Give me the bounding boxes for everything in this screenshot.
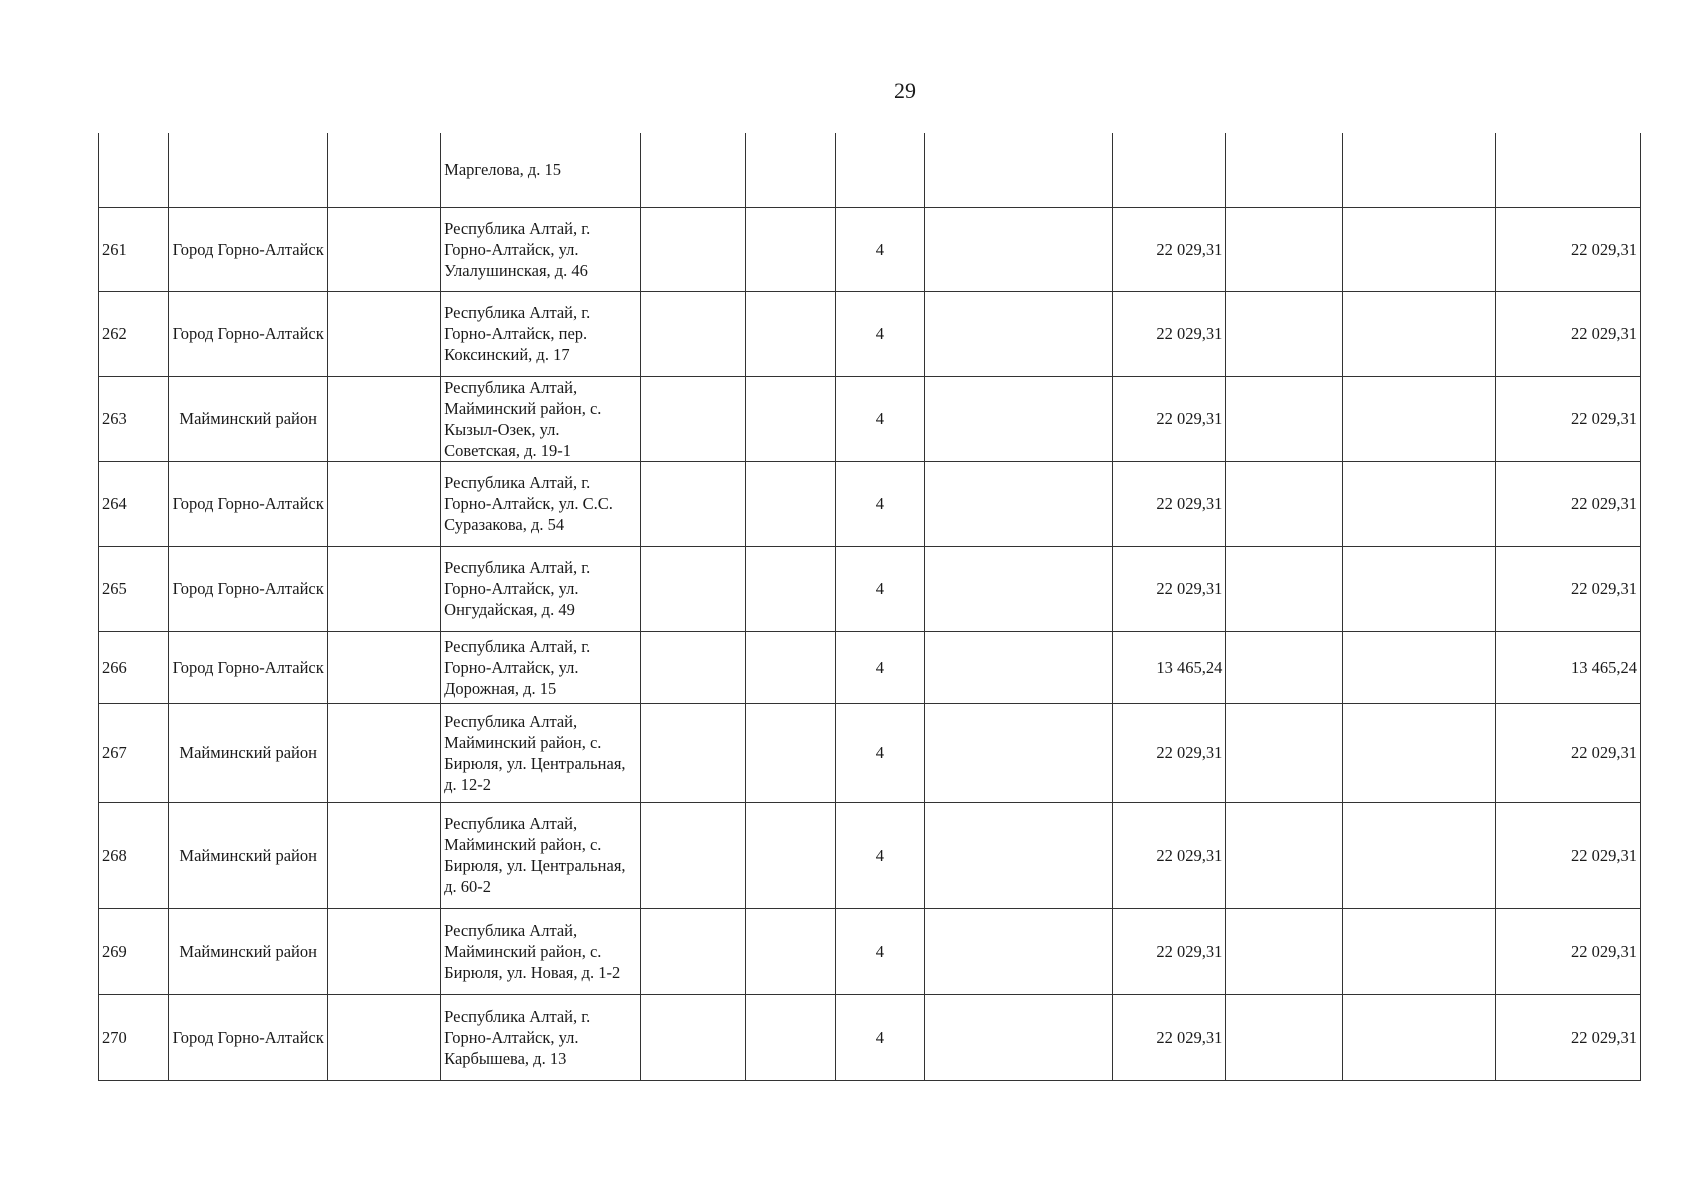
cell-municipality: Город Горно-Алтайск [169, 207, 328, 291]
cell-empty [924, 908, 1113, 994]
cell-address: Республика Алтай, Майминский район, с. Кызыл-Озек, ул. Советская, д. 19-1 [441, 376, 641, 461]
cell-total: 22 029,31 [1496, 908, 1641, 994]
cell-empty [746, 376, 836, 461]
cell-qty: 4 [835, 291, 924, 376]
cell-num: 268 [99, 802, 169, 908]
cell-empty [746, 802, 836, 908]
cell-qty: 4 [835, 994, 924, 1080]
cell-amount: 13 465,24 [1113, 631, 1226, 703]
cell-num: 266 [99, 631, 169, 703]
cell-total: 22 029,31 [1496, 546, 1641, 631]
cell-address: Республика Алтай, г. Горно-Алтайск, ул. Онгудайская, д. 49 [441, 546, 641, 631]
cell-empty [640, 461, 745, 546]
cell-address: Республика Алтай, Майминский район, с. Бирюля, ул. Центральная, д. 12-2 [441, 703, 641, 802]
cell-empty [640, 291, 745, 376]
cell-empty [1342, 207, 1496, 291]
cell-num [99, 133, 169, 207]
cell-empty [640, 133, 745, 207]
cell-empty [640, 703, 745, 802]
cell-address: Маргелова, д. 15 [441, 133, 641, 207]
cell-amount: 22 029,31 [1113, 908, 1226, 994]
cell-empty [1226, 703, 1342, 802]
cell-empty [328, 908, 441, 994]
cell-empty [640, 376, 745, 461]
cell-empty [328, 133, 441, 207]
cell-empty [1226, 133, 1342, 207]
cell-empty [1226, 994, 1342, 1080]
cell-amount: 22 029,31 [1113, 802, 1226, 908]
cell-empty [1226, 461, 1342, 546]
cell-total: 22 029,31 [1496, 994, 1641, 1080]
cell-empty [1226, 631, 1342, 703]
cell-empty [924, 376, 1113, 461]
cell-empty [1342, 546, 1496, 631]
cell-empty [640, 908, 745, 994]
cell-num: 265 [99, 546, 169, 631]
table-row [99, 802, 1641, 908]
cell-qty: 4 [835, 546, 924, 631]
cell-amount: 22 029,31 [1113, 291, 1226, 376]
cell-municipality: Город Горно-Алтайск [169, 631, 328, 703]
cell-num: 269 [99, 908, 169, 994]
cell-empty [1342, 631, 1496, 703]
cell-address: Республика Алтай, Майминский район, с. Бирюля, ул. Центральная, д. 60-2 [441, 802, 641, 908]
cell-num: 267 [99, 703, 169, 802]
cell-amount: 22 029,31 [1113, 207, 1226, 291]
cell-empty [1226, 291, 1342, 376]
cell-empty [1342, 802, 1496, 908]
cell-empty [924, 291, 1113, 376]
cell-empty [746, 994, 836, 1080]
cell-municipality: Город Горно-Алтайск [169, 291, 328, 376]
cell-empty [1342, 376, 1496, 461]
cell-municipality: Город Горно-Алтайск [169, 546, 328, 631]
table-body [99, 133, 1641, 1080]
cell-empty [328, 207, 441, 291]
cell-empty [924, 631, 1113, 703]
table-row [99, 291, 1641, 376]
cell-empty [328, 546, 441, 631]
cell-empty [640, 207, 745, 291]
cell-municipality: Город Горно-Алтайск [169, 994, 328, 1080]
cell-empty [1226, 207, 1342, 291]
cell-empty [835, 133, 924, 207]
cell-total: 22 029,31 [1496, 461, 1641, 546]
cell-address: Республика Алтай, г. Горно-Алтайск, ул. Карбышева, д. 13 [441, 994, 641, 1080]
table-row-continuation [99, 133, 1641, 207]
cell-qty: 4 [835, 207, 924, 291]
cell-municipality: Майминский район [169, 908, 328, 994]
cell-empty [924, 461, 1113, 546]
cell-empty [328, 291, 441, 376]
cell-address: Республика Алтай, г. Горно-Алтайск, пер. Коксинский, д. 17 [441, 291, 641, 376]
cell-num: 263 [99, 376, 169, 461]
cell-municipality: Город Горно-Алтайск [169, 461, 328, 546]
cell-empty [746, 207, 836, 291]
cell-empty [328, 376, 441, 461]
table-row [99, 631, 1641, 703]
cell-num: 270 [99, 994, 169, 1080]
cell-empty [1496, 133, 1641, 207]
cell-total: 22 029,31 [1496, 802, 1641, 908]
cell-empty [746, 908, 836, 994]
cell-empty [1342, 908, 1496, 994]
cell-total: 22 029,31 [1496, 703, 1641, 802]
cell-municipality: Майминский район [169, 703, 328, 802]
cell-empty [640, 546, 745, 631]
cell-empty [328, 703, 441, 802]
table-row [99, 461, 1641, 546]
cell-municipality: Майминский район [169, 802, 328, 908]
cell-empty [640, 631, 745, 703]
cell-municipality: Майминский район [169, 376, 328, 461]
table-row [99, 376, 1641, 461]
cell-num: 262 [99, 291, 169, 376]
cell-total: 22 029,31 [1496, 291, 1641, 376]
cell-amount: 22 029,31 [1113, 376, 1226, 461]
cell-address: Республика Алтай, Майминский район, с. Бирюля, ул. Новая, д. 1-2 [441, 908, 641, 994]
cell-empty [1342, 994, 1496, 1080]
cell-total: 13 465,24 [1496, 631, 1641, 703]
register-table [98, 133, 1641, 1081]
cell-qty: 4 [835, 802, 924, 908]
cell-empty [1226, 802, 1342, 908]
cell-amount: 22 029,31 [1113, 994, 1226, 1080]
cell-qty: 4 [835, 908, 924, 994]
cell-empty [328, 802, 441, 908]
cell-empty [924, 133, 1113, 207]
cell-empty [746, 546, 836, 631]
cell-empty [1342, 461, 1496, 546]
cell-qty: 4 [835, 461, 924, 546]
cell-empty [746, 133, 836, 207]
cell-empty [640, 994, 745, 1080]
cell-num: 264 [99, 461, 169, 546]
cell-qty: 4 [835, 631, 924, 703]
cell-amount: 22 029,31 [1113, 703, 1226, 802]
table-row [99, 703, 1641, 802]
cell-empty [1342, 133, 1496, 207]
cell-empty [924, 546, 1113, 631]
cell-empty [924, 994, 1113, 1080]
page-number: 29 [894, 78, 916, 103]
cell-empty [1113, 133, 1226, 207]
cell-amount: 22 029,31 [1113, 546, 1226, 631]
table-row [99, 908, 1641, 994]
cell-total: 22 029,31 [1496, 376, 1641, 461]
table-row [99, 546, 1641, 631]
cell-empty [328, 994, 441, 1080]
cell-empty [746, 461, 836, 546]
cell-empty [924, 703, 1113, 802]
cell-empty [328, 631, 441, 703]
cell-address: Республика Алтай, г. Горно-Алтайск, ул. С.С. Суразакова, д. 54 [441, 461, 641, 546]
cell-qty: 4 [835, 376, 924, 461]
cell-empty [746, 703, 836, 802]
cell-total: 22 029,31 [1496, 207, 1641, 291]
cell-empty [746, 631, 836, 703]
cell-qty: 4 [835, 703, 924, 802]
cell-empty [328, 461, 441, 546]
cell-num: 261 [99, 207, 169, 291]
cell-empty [1342, 703, 1496, 802]
cell-empty [924, 207, 1113, 291]
cell-address: Республика Алтай, г. Горно-Алтайск, ул. Дорожная, д. 15 [441, 631, 641, 703]
cell-empty [1226, 376, 1342, 461]
cell-empty [746, 291, 836, 376]
table-row [99, 994, 1641, 1080]
cell-empty [1342, 291, 1496, 376]
cell-amount: 22 029,31 [1113, 461, 1226, 546]
cell-address: Республика Алтай, г. Горно-Алтайск, ул. Улалушинская, д. 46 [441, 207, 641, 291]
cell-municipality [169, 133, 328, 207]
cell-empty [1226, 546, 1342, 631]
cell-empty [640, 802, 745, 908]
cell-empty [924, 802, 1113, 908]
cell-empty [1226, 908, 1342, 994]
table-row [99, 207, 1641, 291]
